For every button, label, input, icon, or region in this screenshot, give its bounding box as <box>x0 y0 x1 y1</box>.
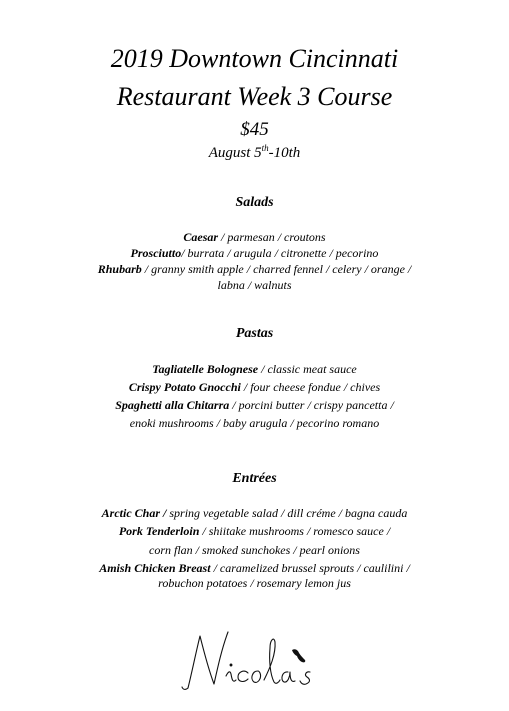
menu-item-line <box>0 415 509 431</box>
menu-dates <box>0 143 509 163</box>
dish-description: spring vegetable salad / dill créme / bagna cauda <box>166 506 408 520</box>
menu-title-line-2: Restaurant Week 3 Course <box>116 82 393 111</box>
menu-item-line <box>0 575 509 591</box>
dish-description: / porcini butter / crispy pancetta / <box>229 398 394 412</box>
menu-item-line <box>0 505 509 521</box>
dish-description: labna / walnuts <box>217 278 292 292</box>
menu-item-line <box>0 397 509 413</box>
section-heading-salads: Salads <box>235 195 274 210</box>
section-heading-pastas: Pastas <box>235 326 274 341</box>
section-heading-entrees: Entrées <box>232 471 277 486</box>
dish-description: enoki mushrooms / baby arugula / pecorino romano <box>129 416 380 430</box>
menu-title-line-1: 2019 Downtown Cincinnati <box>110 44 399 73</box>
dish-name: Caesar <box>183 230 219 244</box>
menu-item-line <box>0 245 509 261</box>
dish-name: Arctic Char / <box>101 506 167 520</box>
dish-name: Rhubarb <box>97 262 142 276</box>
dish-description: / caramelized brussel sprouts / caulilini / <box>210 561 410 575</box>
italy-map-icon <box>292 649 305 662</box>
dish-name: Crispy Potato Gnocchi <box>128 380 241 394</box>
menu-item-line <box>0 523 509 539</box>
dish-description: / burrata / arugula / citronette / pecorino <box>181 246 379 260</box>
menu-item-line <box>0 261 509 277</box>
dish-description: / granny smith apple / charred fennel / celery / orange / <box>141 262 412 276</box>
dish-name: Tagliatelle Bolognese <box>152 362 259 376</box>
menu-item-line <box>0 229 509 245</box>
dish-name: Amish Chicken Breast <box>99 561 211 575</box>
dish-description: / classic meat sauce <box>258 362 357 376</box>
dish-description: / shiitake mushrooms / romesco sauce / <box>199 524 391 538</box>
dish-description: / parmesan / croutons <box>218 230 326 244</box>
dish-description: robuchon potatoes / rosemary lemon jus <box>158 576 351 590</box>
menu-item-line <box>0 379 509 395</box>
dates-start: August 5 <box>208 145 262 161</box>
menu-item-line <box>0 542 509 558</box>
dates-ordinal: th <box>261 143 269 153</box>
dates-end: -10th <box>268 145 301 161</box>
dish-name: Pork Tenderloin <box>118 524 200 538</box>
menu-price: $45 <box>240 119 269 140</box>
dish-description: / four cheese fondue / chives <box>240 380 381 394</box>
menu-item-line <box>0 560 509 576</box>
dish-name: Prosciutto <box>130 246 182 260</box>
menu-item-line <box>0 361 509 377</box>
menu-item-line <box>0 277 509 293</box>
dish-name: Spaghetti alla Chitarra <box>115 398 230 412</box>
nicolas-logo <box>178 628 338 696</box>
dish-description: corn flan / smoked sunchokes / pearl onions <box>149 543 360 557</box>
